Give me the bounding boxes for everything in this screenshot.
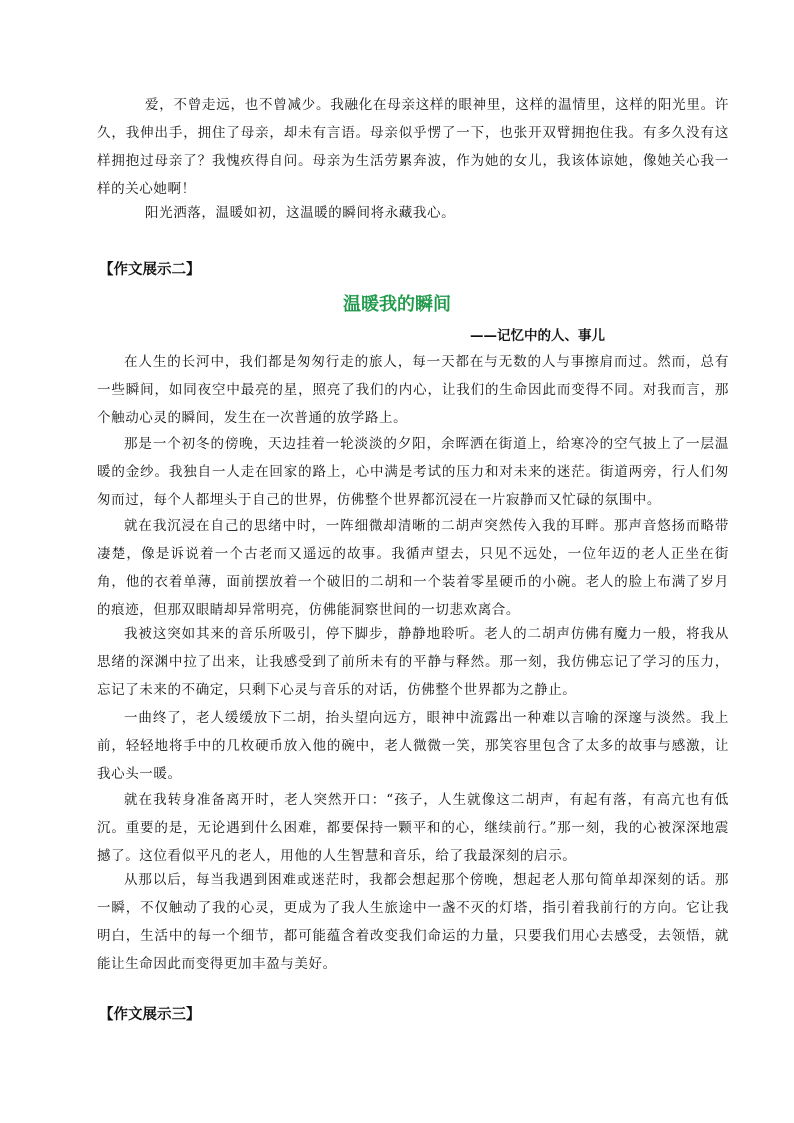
essay-paragraph-2: 那是一个初冬的傍晚，天边挂着一轮淡淡的夕阳，余晖洒在街道上，给寒冷的空气披上了一层温暖的金纱。我独自一人走在回家的路上，心中满是考试的压力和对未来的迷茫。街道两旁，行人们匆匆而过，每个人都埋头于自己的世界，仿佛整个世界都沉浸在一片寂静而又忙碌的氛围中。 xyxy=(97,436,729,508)
essay-paragraph-5: 一曲终了，老人缓缓放下二胡，抬头望向远方，眼神中流露出一种难以言喻的深邃与淡然。我上前，轻轻地将手中的几枚硬币放入他的碗中，老人微微一笑，那笑容里包含了太多的故事与感激，让我心头一暖。 xyxy=(97,710,729,782)
essay-subtitle: ——记忆中的人、事儿 xyxy=(470,328,605,344)
essay-title: 温暖我的瞬间 xyxy=(343,294,451,315)
section-heading-two: 【作文展示二】 xyxy=(99,262,201,278)
essay-paragraph-1: 在人生的长河中，我们都是匆匆行走的旅人，每一天都在与无数的人与事擦肩而过。然而，总有一些瞬间，如同夜空中最亮的星，照亮了我们的内心，让我们的生命因此而变得不同。对我而言，那个触动心灵的瞬间，发生在一次普通的放学路上。 xyxy=(97,354,729,426)
essay-one-closing-paragraph: 阳光洒落，温暖如初，这温暖的瞬间将永藏我心。 xyxy=(145,205,456,221)
essay-paragraph-3: 就在我沉浸在自己的思绪中时，一阵细微却清晰的二胡声突然传入我的耳畔。那声音悠扬而略带凄楚，像是诉说着一个古老而又遥远的故事。我循声望去，只见不远处，一位年迈的老人正坐在街角，他的衣着单薄，面前摆放着一个破旧的二胡和一个装着零星硬币的小碗。老人的脸上布满了岁月的痕迹，但那双眼睛却异常明亮，仿佛能洞察世间的一切悲欢离合。 xyxy=(97,518,729,618)
essay-paragraph-6: 就在我转身准备离开时，老人突然开口：“孩子，人生就像这二胡声，有起有落，有高亢也有低沉。重要的是，无论遇到什么困难，都要保持一颗平和的心，继续前行。”那一刻，我的心被深深地震撼了。这位看似平凡的老人，用他的人生智慧和音乐，给了我最深刻的启示。 xyxy=(97,792,729,864)
essay-paragraph-4: 我被这突如其来的音乐所吸引，停下脚步，静静地聆听。老人的二胡声仿佛有魔力一般，将我从思绪的深渊中拉了出来，让我感受到了前所未有的平静与释然。那一刻，我仿佛忘记了学习的压力，忘记了未来的不确定，只剩下心灵与音乐的对话，仿佛整个世界都为之静止。 xyxy=(97,626,729,698)
essay-one-paragraph: 爱，不曾走远，也不曾减少。我融化在母亲这样的眼神里，这样的温情里，这样的阳光里。许久，我伸出手，拥住了母亲，却未有言语。母亲似乎愣了一下，也张开双臂拥抱住我。有多久没有这样拥抱过母亲了？我愧疚得自问。母亲为生活劳累奔波，作为她的女儿，我该体谅她，像她关心我一样的关心她啊！ xyxy=(97,97,729,197)
essay-paragraph-7: 从那以后，每当我遇到困难或迷茫时，我都会想起那个傍晚，想起老人那句简单却深刻的话。那一瞬，不仅触动了我的心灵，更成为了我人生旅途中一盏不灭的灯塔，指引着我前行的方向。它让我明白，生活中的每一个细节，都可能蕴含着改变我们命运的力量，只要我们用心去感受，去领悟，就能让生命因此而变得更加丰盈与美好。 xyxy=(97,872,729,972)
section-heading-three: 【作文展示三】 xyxy=(99,1007,201,1023)
